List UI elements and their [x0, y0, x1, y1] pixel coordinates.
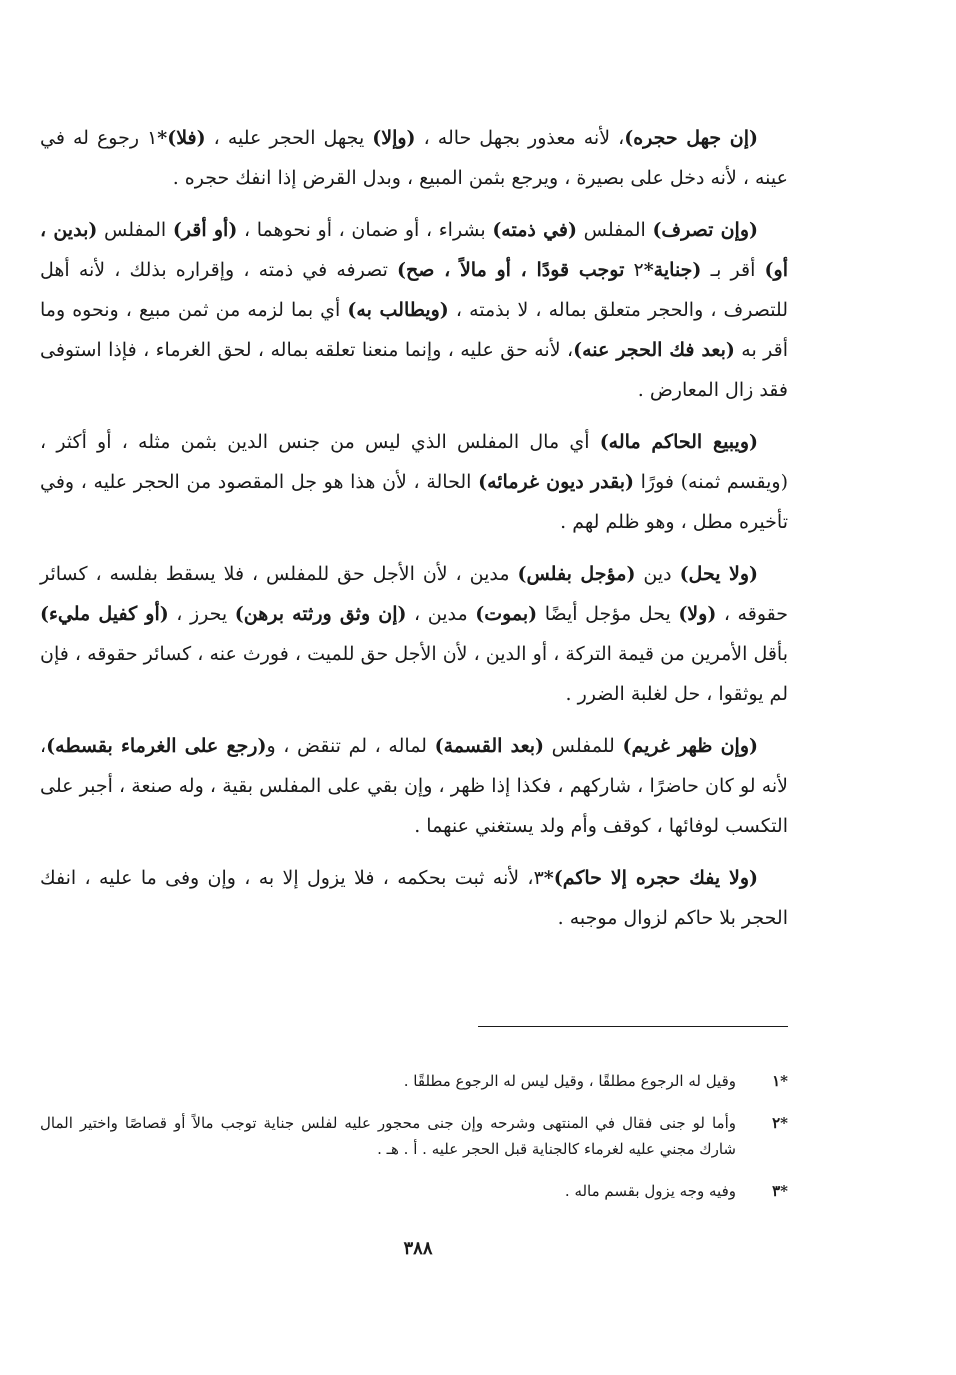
- paragraph-2: [40, 210, 788, 410]
- bold-run: (بدين ، أو): [40, 219, 788, 281]
- text-run: ، لأنه معذور بجهل حاله ،: [415, 127, 625, 149]
- paragraph-4: [40, 554, 788, 714]
- text-run: يجهل الحجر عليه ،: [205, 127, 373, 149]
- bold-run: (جناية*: [643, 259, 702, 281]
- footnote-number: *٣: [772, 1182, 788, 1200]
- text-run: يحرز ،: [168, 603, 235, 625]
- bold-run: (ولا يحل): [679, 563, 758, 585]
- bold-run: (إن جهل حجره): [624, 127, 758, 149]
- bold-run: (في ذمته): [492, 219, 577, 241]
- bold-run: (ولا): [678, 603, 717, 625]
- bold-run: (بموت): [475, 603, 538, 625]
- text-run: ٢: [624, 259, 644, 281]
- text-run: المفلس: [576, 219, 653, 241]
- footnote-1: [40, 1068, 788, 1094]
- bold-run: (إن وثق ورثته برهن): [234, 603, 407, 625]
- bold-run: (أو أقر): [172, 219, 238, 241]
- text-run: ١ رجوع له في عينه ، لأنه دخل على بصيرة ، ويرجع بثمن المبيع ، وبدل القرض إذا انفك حجره .: [40, 127, 788, 189]
- paragraph-3: [40, 422, 788, 542]
- bold-run: (وإن تصرف): [652, 219, 758, 241]
- footnote-text: وقيل له الرجوع مطلقًا ، وقيل ليس له الرجوع مطلقًا .: [403, 1072, 736, 1090]
- text-run: أقر بـ: [701, 259, 765, 281]
- main-text: [40, 118, 788, 950]
- bold-run: (ويطالب به): [347, 299, 449, 321]
- text-run: أي مال المفلس الذي ليس من جنس الدين بثمن مثله ، أو أكثر ، (ويقسم ثمنه) فورًا: [40, 431, 788, 493]
- footnote-number: *٢: [772, 1114, 788, 1132]
- text-run: بأقل الأمرين من قيمة التركة ، أو الدين ، لأن الأجل حق للميت ، فورث عنه ، كسائر حقوقه ، فإن لم يوثقوا ، حل لغلبة الضرر .: [40, 643, 788, 705]
- text-run: ٣، لأنه ثبت بحكمه ، فلا يزول إلا به ، وإن وفى ما عليه ، انفك الحجر بلا حاكم لزوال موجبه .: [40, 867, 788, 929]
- footnote-text: وفيه وجه يزول بقسم ماله .: [564, 1182, 736, 1200]
- page-number: ٣٨٨: [403, 1238, 433, 1259]
- bold-run: (فلا)*: [157, 127, 206, 149]
- text-run: ، لأنه لو كان حاضرًا ، شاركهم ، فكذا إذا ظهر ، وإن بقي على المفلس بقية ، وله صنعة ، أجبر على التكسب لوفائها ، كوقف وأم ولد يستغني عنهما .: [40, 735, 788, 837]
- text-run: المفلس: [97, 219, 173, 241]
- text-run: مدين ،: [406, 603, 476, 625]
- bold-run: (رجع على الغرماء بقسطه): [46, 735, 267, 757]
- footnote-2: [40, 1110, 788, 1162]
- text-run: الحالة ، لأن هذا هو جل المقصود من الحجر عليه ، وفي تأخيره مطل ، وهو ظلم لهم .: [40, 471, 788, 533]
- text-run: أي بما لزمه من ثمن مبيع ، ونحوه وما أقر به: [40, 299, 788, 361]
- bold-run: (بقدر ديون غرمائه): [478, 471, 634, 493]
- bold-run: (مؤجل بفلس): [517, 563, 636, 585]
- footnotes: [40, 1068, 788, 1220]
- bold-run: (بعد القسمة): [434, 735, 545, 757]
- bold-run: (بعد فك الحجر عنه): [573, 339, 735, 361]
- bold-run: (ويبيع الحاكم ماله): [599, 431, 758, 453]
- footnote-divider: [478, 1026, 788, 1027]
- bold-run: (وإن ظهر غريم): [622, 735, 758, 757]
- footnote-number: *١: [772, 1072, 788, 1090]
- bold-run: توجب قودًا ، أو مالاً ، صح): [397, 259, 625, 281]
- text-run: تصرفه في ذمته ، وإقراره بذلك ، لأنه أهل للتصرف ، والحجر متعلق بماله ، لا بذمته ،: [40, 259, 789, 321]
- footnote-text: وأما لو جنى فقال في المنتهى وشرحه وإن جنى محجور عليه لفلس جناية توجب مالاً أو قصاصًا واختير المال شارك مجني عليه لغرماء كالجناية قبل الحجر عليه . أ . هـ .: [40, 1114, 736, 1158]
- text-run: مدين ، لأن الأجل حق للمفلس ، فلا يسقط بفلسه ، كسائر حقوقه ،: [40, 563, 789, 625]
- text-run: بشراء ، أو ضمان ، أو نحوهما ،: [237, 219, 493, 241]
- text-run: لماله ، لم تنقض ، و: [266, 735, 435, 757]
- text-run: دين: [635, 563, 680, 585]
- text-run: ، لأنه حق عليه ، وإنما منعنا تعلقه بماله ، لحق الغرماء ، فإذا استوفى فقد زال المعارض .: [40, 339, 788, 401]
- bold-run: (ولا يفك حجره إلا حاكم)*: [543, 867, 759, 889]
- footnote-3: [40, 1178, 788, 1204]
- paragraph-6: [40, 858, 788, 938]
- text-run: يحل مؤجل أيضًا: [537, 603, 679, 625]
- paragraph-1: [40, 118, 788, 198]
- text-run: للمفلس: [544, 735, 623, 757]
- paragraph-5: [40, 726, 788, 846]
- bold-run: (أو كفيل مليء): [40, 603, 169, 625]
- bold-run: (وإلا): [372, 127, 416, 149]
